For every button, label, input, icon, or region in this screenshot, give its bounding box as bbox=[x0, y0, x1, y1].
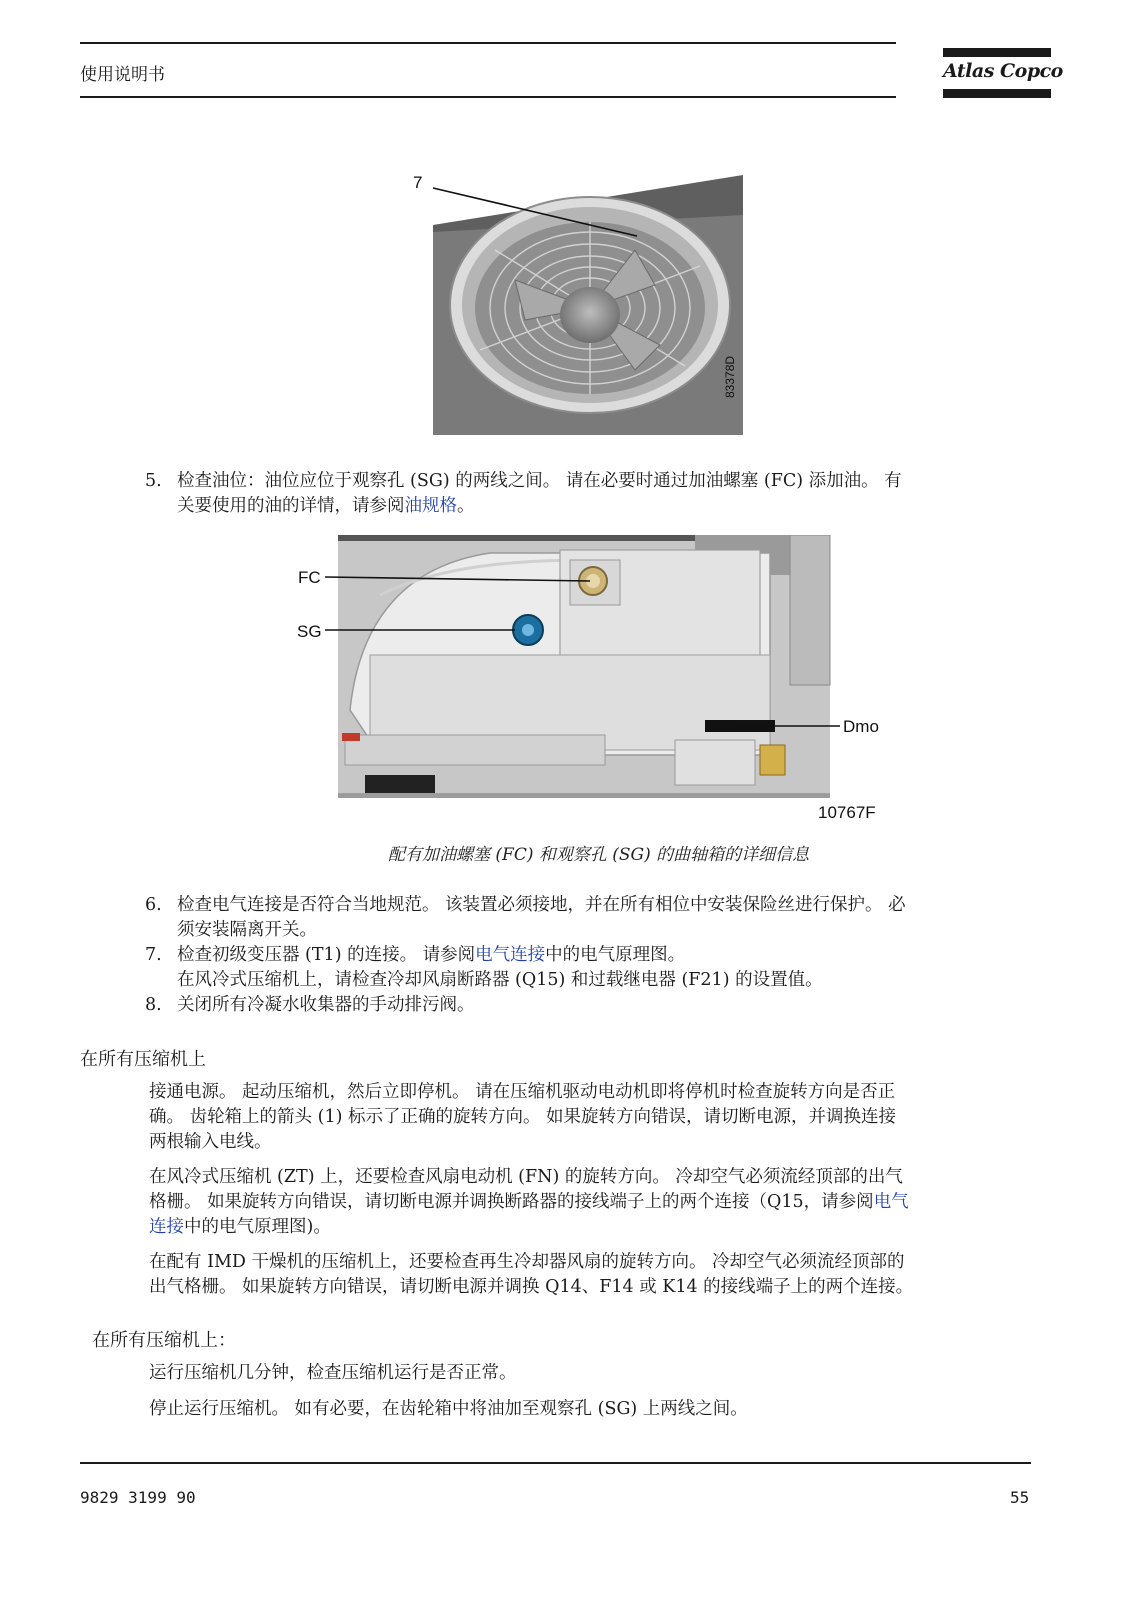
electrical-connection-link-2a[interactable]: 电气 bbox=[873, 1192, 909, 1212]
step-5 bbox=[145, 469, 1040, 519]
step-6: 6. 检查电气连接是否符合当地规范。 该装置必须接地，并在所有相位中安装保险丝进行保护。 必 须安装隔离开关。 bbox=[145, 895, 906, 940]
step-5-line-1: 检查油位：油位应位于观察孔 (SG) 的两线之间。 请在必要时通过加油螺塞 (FC) 添加油。 有 bbox=[177, 471, 902, 491]
electrical-connection-link-2b[interactable]: 连接 bbox=[149, 1217, 184, 1237]
step-5-line-2: 关要使用的油的详情，请参阅油规格。 bbox=[177, 496, 475, 516]
crankcase-figure-code: 10767F bbox=[818, 803, 876, 822]
fan-figure bbox=[405, 170, 775, 445]
document-title: 使用说明书 bbox=[80, 65, 165, 85]
footer-rule bbox=[80, 1462, 1031, 1464]
oil-spec-link[interactable]: 油规格 bbox=[404, 496, 457, 516]
fan-callout-7: 7 bbox=[413, 173, 423, 192]
sg-label: SG bbox=[297, 622, 322, 641]
footer-doc-number: 9829 3199 90 bbox=[80, 1488, 196, 1507]
crankcase-figure bbox=[290, 535, 890, 825]
fan-figure-code: 83378D bbox=[723, 355, 737, 398]
step-8: 8. 关闭所有冷凝水收集器的手动排污阀。 bbox=[145, 995, 475, 1015]
section2-paragraph-1: 运行压缩机几分钟，检查压缩机运行是否正常。 bbox=[149, 1363, 517, 1383]
fc-label: FC bbox=[298, 568, 321, 587]
steps-6-8 bbox=[145, 893, 1040, 1018]
section2-paragraph-2: 停止运行压缩机。 如有必要，在齿轮箱中将油加至观察孔 (SG) 上两线之间。 bbox=[149, 1399, 748, 1419]
section-heading-all-compressors-2: 在所有压缩机上： bbox=[92, 1330, 236, 1351]
dmo-label: Dmo bbox=[843, 717, 879, 736]
header-top-rule bbox=[80, 42, 896, 44]
section1-paragraph-1: 接通电源。 起动压缩机，然后立即停机。 请在压缩机驱动电动机即将停机时检查旋转方向是否正 确。 齿轮箱上的箭头 (1) 标示了正确的旋转方向。 如果旋转方向错误，请切断电源，并调换连接 两根输入电线。 bbox=[149, 1082, 897, 1152]
section-heading-all-compressors: 在所有压缩机上 bbox=[80, 1049, 206, 1070]
step-5-number: 5. bbox=[145, 471, 162, 491]
footer-page-number: 55 bbox=[1010, 1488, 1030, 1507]
atlas-copco-logo bbox=[943, 48, 1063, 100]
section1-paragraph-2: 在风冷式压缩机 (ZT) 上，还要检查风扇电动机 (FN) 的旋转方向。 冷却空气必须流经顶部的出气 格栅。 如果旋转方向错误，请切断电源并调换断路器的接线端子上的两个连接（Q15，请参阅电气 连接中的电气原理图)。 bbox=[149, 1167, 909, 1237]
header-bottom-rule bbox=[80, 96, 896, 98]
logo-text: Atlas Copco bbox=[943, 60, 1063, 82]
section1-paragraph-3: 在配有 IMD 干燥机的压缩机上，还要检查再生冷却器风扇的旋转方向。 冷却空气必须流经顶部的 出气格栅。 如果旋转方向错误，请切断电源并调换 Q14、F14 或 K14 的接线端子上的两个连接。 bbox=[149, 1252, 914, 1297]
electrical-connection-link[interactable]: 电气连接 bbox=[475, 945, 546, 965]
step-7: 7. 检查初级变压器 (T1) 的连接。 请参阅电气连接中的电气原理图。 在风冷式压缩机上，请检查冷却风扇断路器 (Q15) 和过载继电器 (F21) 的设置值。 bbox=[145, 945, 823, 990]
figure-caption: 配有加油螺塞 (FC) 和观察孔 (SG) 的曲轴箱的详细信息 bbox=[388, 845, 810, 865]
